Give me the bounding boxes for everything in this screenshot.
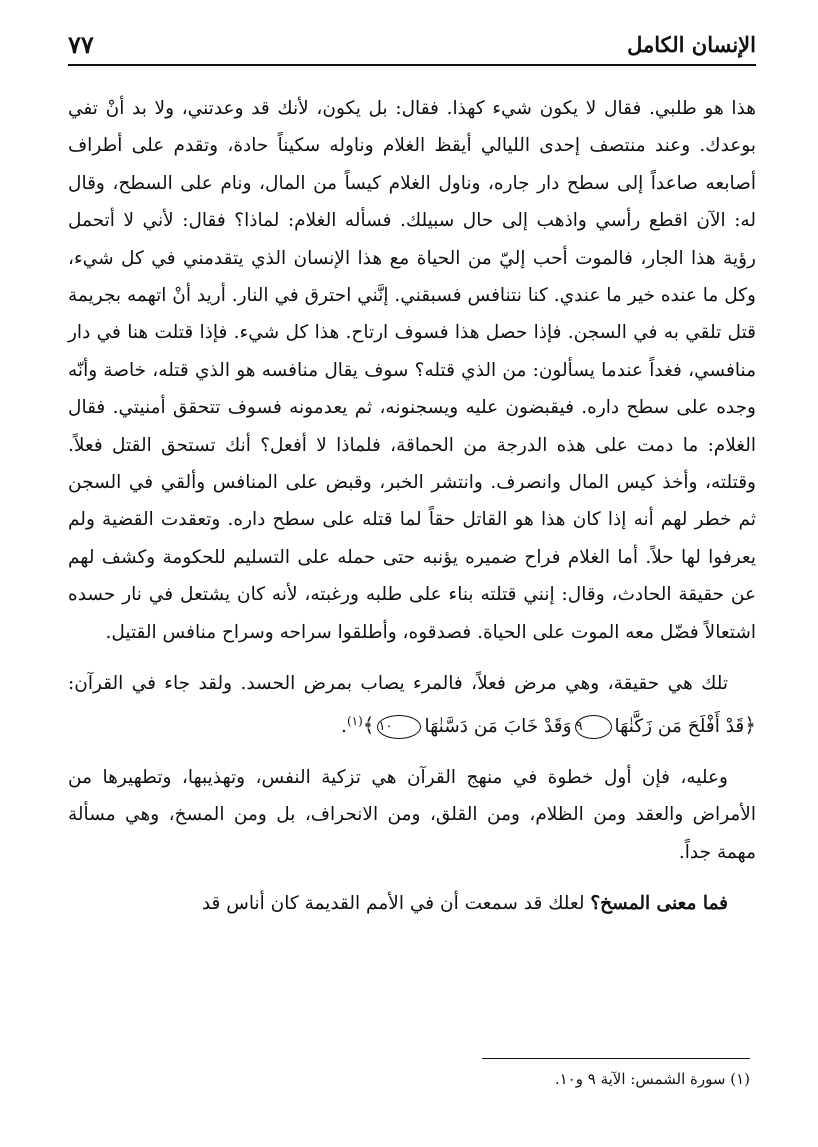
paragraph-envy: تلك هي حقيقة، وهي مرض فعلاً، فالمرء يصاب بمرض الحسد. ولقد جاء في القرآن: ﴿قَدْ أَفْلَحَ مَن زَكَّنٰهَا٩وَقَدْ خَابَ مَن دَسَّنٰهَا١٠﴾$^{(١)}$. bbox=[68, 673, 756, 737]
quran-verse-a: قَدْ أَفْلَحَ مَن زَكَّنٰهَا bbox=[614, 715, 745, 737]
quran-close-brace: ﴾ bbox=[362, 712, 375, 737]
section-question: فما معنى المسخ؟ bbox=[590, 893, 728, 915]
paragraph-metamorphosis-text: لعلك قد سمعت أن في الأمم القديمة كان أناس قد bbox=[201, 893, 591, 915]
quran-open-brace: ﴿ bbox=[744, 712, 756, 737]
paragraph-gap bbox=[68, 745, 756, 759]
page-header bbox=[68, 28, 756, 66]
verse-number-mark: ١٠ bbox=[377, 715, 421, 739]
page-number: ٧٧ bbox=[68, 30, 94, 59]
body-text bbox=[68, 90, 756, 923]
book-title: الإنسان الكامل bbox=[627, 32, 756, 57]
quran-verse-b: وَقَدْ خَابَ مَن دَسَّنٰهَا bbox=[424, 715, 572, 737]
verse-number-mark: ٩ bbox=[575, 715, 612, 739]
footnote: (١) سورة الشمس: الآية ٩ و١٠. bbox=[554, 1070, 750, 1088]
paragraph-story: هذا هو طلبي. فقال لا يكون شيء كهذا. فقال: بل يكون، لأنك قد وعدتني، ولا بد أنْ تفي بوعدك. وعند منتصف إحدى الليالي أيقظ الغلام وناوله سكيناً حادة، وتقدم على أطراف أصابعه صاعداً إلى سطح دار جاره، وناول الغلام كيساً من المال، ونام على السطح، وقال له: الآن اقطع رأسي واذهب إلى حال سبيلك. فسأله الغلام: لماذا؟ فقال: لأني لا أتحمل رؤية هذا الجار، فالموت أحب إليّ من الحياة مع هذا الإنسان الذي يتقدمني في كل شيء، وكل ما عنده خير ما عندي. كنا نتنافس فسبقني. إنَّني احترق في النار. أريد أنْ اتهمه بجريمة قتل تلقي به في السجن. فإذا حصل هذا فسوف ارتاح. هذا كل شيء. فإذا قتلت هنا في دار منافسي، فغداً عندما يسألون: من الذي قتله؟ سوف يقال منافسه هو الذي قتله، خاصة وأنّه وجده على سطح داره. فيقبضون عليه ويسجنونه، ثم يعدمونه فسوف تتحقق أمنيتي. فقال الغلام: ما دمت على هذه الدرجة من الحماقة، فلماذا لا أفعل؟ أنك تستحق القتل فعلاً. وقتلته، وأخذ كيس المال وانصرف. وانتشر الخبر، وقبض على المنافس وألقي في السجن ثم خطر لهم أنه إذا كان هذا هو القاتل حقاً لما قتله على سطح داره. وتعقدت القضية ولم يعرفوا لها حلاً. أما الغلام فراح ضميره يؤنبه حتى حمله على التسليم للحكومة وكشف لهم عن حقيقة الحادث، وقال: إنني قتلته بناء على طلبه ورغبته، لأنه كان يشتعل في نار حسده اشتعالاً فضّل معه الموت على الحياة. فصدقوه، وأطلقوا سراحه وسراح منافس القتيل. bbox=[68, 98, 756, 643]
paragraph-envy-intro: تلك هي حقيقة، وهي مرض فعلاً، فالمرء يصاب بمرض الحسد. ولقد جاء في القرآن: bbox=[68, 673, 728, 695]
paragraph-purification: وعليه، فإن أول خطوة في منهج القرآن هي تزكية النفس، وتهذيبها، وتطهيرها من الأمراض والعقد ومن الظلام، ومن القلق، ومن الانحراف، بل ومن المسخ، وهي مسألة مهمة جداً. bbox=[68, 767, 756, 863]
paragraph-metamorphosis bbox=[68, 885, 756, 922]
footnote-divider bbox=[482, 1058, 750, 1059]
footnote-reference: (١) bbox=[346, 713, 363, 728]
paragraph-gap bbox=[68, 871, 756, 885]
paragraph-gap bbox=[68, 651, 756, 665]
